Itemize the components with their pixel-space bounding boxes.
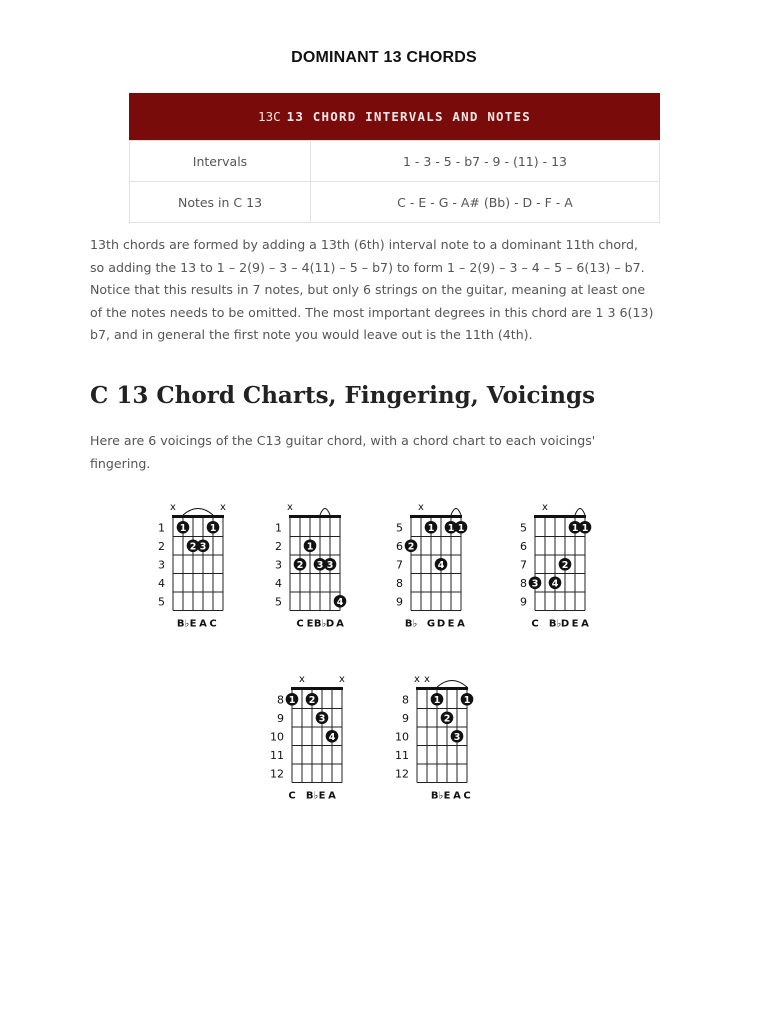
chord-diagram bbox=[158, 502, 226, 630]
finger-number: 1 bbox=[463, 694, 471, 706]
fret-number: 8 bbox=[520, 576, 527, 590]
fret-number: 12 bbox=[270, 767, 284, 781]
finger-number: 3 bbox=[318, 713, 326, 725]
finger-number: 3 bbox=[531, 578, 539, 590]
section-heading: C 13 Chord Charts, Fingering, Voicings bbox=[90, 382, 596, 409]
barre-arc bbox=[320, 509, 330, 516]
muted-string-mark: x bbox=[170, 502, 176, 513]
fret-number: 7 bbox=[396, 558, 403, 572]
finger-number: 4 bbox=[328, 731, 336, 743]
note-name: C bbox=[288, 790, 296, 802]
chord-intervals-table bbox=[129, 93, 660, 223]
fret-number: 7 bbox=[520, 558, 527, 572]
row-value: C - E - G - A# (Bb) - D - F - A bbox=[311, 182, 660, 223]
fret-number: 6 bbox=[396, 539, 403, 553]
table-row bbox=[130, 141, 660, 182]
note-name: E bbox=[189, 618, 197, 630]
note-name: C bbox=[209, 618, 217, 630]
muted-string-mark: x bbox=[287, 502, 293, 513]
fret-number: 9 bbox=[402, 711, 409, 725]
finger-number: 2 bbox=[407, 541, 415, 553]
note-name: D bbox=[560, 618, 570, 630]
muted-string-mark: x bbox=[299, 674, 305, 685]
fret-number: 9 bbox=[277, 711, 284, 725]
note-name: B♭ bbox=[430, 790, 444, 802]
chord-nut bbox=[416, 687, 468, 690]
finger-number: 1 bbox=[306, 541, 314, 553]
muted-string-mark: x bbox=[542, 502, 548, 513]
note-name: A bbox=[453, 790, 461, 802]
document-title: DOMINANT 13 CHORDS bbox=[291, 49, 477, 66]
chord-diagram bbox=[396, 502, 467, 630]
note-name: D bbox=[325, 618, 335, 630]
fret-number: 5 bbox=[275, 595, 282, 609]
fret-number: 3 bbox=[158, 558, 165, 572]
paragraph-line: of the notes needs to be omitted. The most important degrees in this chord are 1 3 6(13) bbox=[90, 304, 654, 320]
chord-nut bbox=[289, 515, 341, 518]
chord-nut bbox=[410, 515, 462, 518]
table-row bbox=[130, 182, 660, 223]
row-label: Intervals bbox=[130, 141, 311, 182]
fret-number: 8 bbox=[277, 693, 284, 707]
fret-number: 1 bbox=[158, 521, 165, 535]
note-name: C bbox=[296, 618, 304, 630]
note-name: C bbox=[463, 790, 471, 802]
fret-number: 11 bbox=[270, 748, 284, 762]
chord-nut bbox=[291, 687, 343, 690]
note-name: D bbox=[436, 618, 446, 630]
note-name: A bbox=[336, 618, 344, 630]
note-name: E bbox=[571, 618, 579, 630]
fret-number: 5 bbox=[158, 595, 165, 609]
finger-number: 4 bbox=[336, 596, 344, 608]
note-name: E bbox=[443, 790, 451, 802]
chord-charts bbox=[0, 490, 768, 820]
fret-number: 2 bbox=[275, 539, 282, 553]
finger-number: 1 bbox=[179, 522, 187, 534]
finger-number: 2 bbox=[308, 694, 316, 706]
fret-number: 9 bbox=[396, 595, 403, 609]
finger-number: 1 bbox=[209, 522, 217, 534]
fret-number: 5 bbox=[396, 521, 403, 535]
note-name: A bbox=[199, 618, 207, 630]
fret-number: 4 bbox=[275, 576, 282, 590]
muted-string-mark: x bbox=[414, 674, 420, 685]
note-name: A bbox=[457, 618, 465, 630]
finger-number: 2 bbox=[443, 713, 451, 725]
finger-number: 2 bbox=[296, 559, 304, 571]
fret-number: 6 bbox=[520, 539, 527, 553]
finger-number: 4 bbox=[437, 559, 445, 571]
barre-arc bbox=[575, 509, 585, 516]
muted-string-mark: x bbox=[339, 674, 345, 685]
row-label: Notes in C 13 bbox=[130, 182, 311, 223]
paragraph-line: so adding the 13 to 1 – 2(9) – 3 – 4(11) – 5 – b7) to form 1 – 2(9) – 3 – 4 – 5 – 6(13) – b7. bbox=[90, 259, 645, 275]
finger-number: 1 bbox=[288, 694, 296, 706]
finger-number: 2 bbox=[561, 559, 569, 571]
paragraph-line: Notice that this results in 7 notes, but only 6 strings on the guitar, meaning at least one bbox=[90, 282, 646, 297]
paragraph-line: fingering. bbox=[90, 455, 151, 471]
table-header-prefix: 13C bbox=[258, 109, 281, 124]
finger-number: 2 bbox=[189, 541, 197, 553]
note-name: G bbox=[426, 618, 436, 630]
note-name: E bbox=[318, 790, 326, 802]
chord-nut bbox=[534, 515, 586, 518]
finger-number: 1 bbox=[581, 522, 589, 534]
muted-string-mark: x bbox=[424, 674, 430, 685]
paragraph-line: 13th chords are formed by adding a 13th (6th) interval note to a dominant 11th chord, bbox=[90, 237, 638, 252]
note-name: B♭ bbox=[404, 618, 418, 630]
muted-string-mark: x bbox=[418, 502, 424, 513]
note-name: C bbox=[531, 618, 539, 630]
finger-number: 3 bbox=[199, 541, 207, 553]
table-header bbox=[129, 93, 660, 140]
paragraph-line: Here are 6 voicings of the C13 guitar chord, with a chord chart to each voicings' bbox=[90, 433, 596, 448]
fret-number: 8 bbox=[402, 693, 409, 707]
explanation-paragraph bbox=[90, 234, 690, 347]
barre-arc bbox=[451, 509, 461, 516]
note-name: B♭ bbox=[305, 790, 319, 802]
barre-arc bbox=[183, 509, 213, 516]
note-name: B♭ bbox=[548, 618, 562, 630]
intervals-table-body bbox=[129, 140, 660, 223]
fret-number: 9 bbox=[520, 595, 527, 609]
fret-number: 2 bbox=[158, 539, 165, 553]
note-name: A bbox=[581, 618, 589, 630]
table-header-title: 13 CHORD INTERVALS AND NOTES bbox=[286, 109, 531, 124]
fret-number: 5 bbox=[520, 521, 527, 535]
finger-number: 1 bbox=[433, 694, 441, 706]
row-value: 1 - 3 - 5 - b7 - 9 - (11) - 13 bbox=[311, 141, 660, 182]
finger-number: 1 bbox=[571, 522, 579, 534]
note-name: B♭ bbox=[313, 618, 327, 630]
finger-number: 1 bbox=[447, 522, 455, 534]
fret-number: 10 bbox=[270, 730, 284, 744]
finger-number: 1 bbox=[457, 522, 465, 534]
fret-number: 4 bbox=[158, 576, 165, 590]
fret-number: 11 bbox=[395, 748, 409, 762]
finger-number: 3 bbox=[453, 731, 461, 743]
finger-number: 3 bbox=[316, 559, 324, 571]
finger-number: 1 bbox=[427, 522, 435, 534]
chord-nut bbox=[172, 515, 224, 518]
note-name: E bbox=[447, 618, 455, 630]
paragraph-line: b7, and in general the first note you would leave out is the 11th (4th). bbox=[90, 327, 533, 342]
voicings-intro-paragraph bbox=[90, 430, 690, 475]
note-name: E bbox=[306, 618, 314, 630]
fret-number: 1 bbox=[275, 521, 282, 535]
fret-number: 10 bbox=[395, 730, 409, 744]
note-name: B♭ bbox=[176, 618, 190, 630]
fret-number: 12 bbox=[395, 767, 409, 781]
chord-diagram bbox=[520, 502, 591, 630]
barre-arc bbox=[437, 681, 467, 688]
fret-number: 8 bbox=[396, 576, 403, 590]
finger-number: 3 bbox=[326, 559, 334, 571]
muted-string-mark: x bbox=[220, 502, 226, 513]
finger-number: 4 bbox=[551, 578, 559, 590]
note-name: A bbox=[328, 790, 336, 802]
chord-diagram bbox=[270, 674, 345, 802]
chord-diagram bbox=[275, 502, 346, 630]
chord-diagram bbox=[395, 674, 473, 802]
fret-number: 3 bbox=[275, 558, 282, 572]
